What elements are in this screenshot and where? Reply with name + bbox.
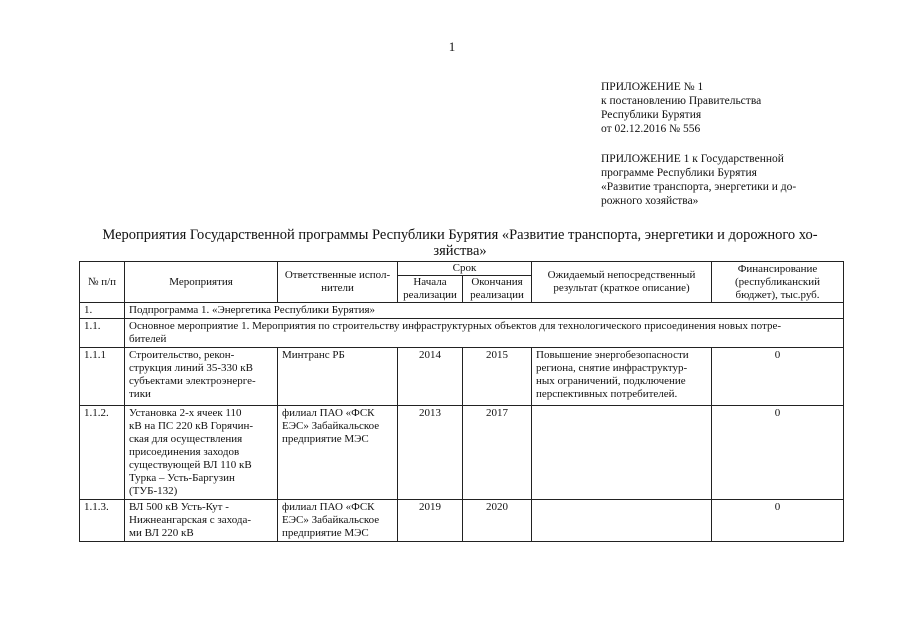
row-funding: 0 [712, 406, 844, 500]
cell-line: тики [129, 388, 151, 400]
appendix-1-line: ПРИЛОЖЕНИЕ № 1 [601, 81, 704, 93]
cell-line: ных ограничений, подключение [536, 375, 686, 387]
row-start-year: 2013 [398, 406, 463, 500]
subprogram-title: Подпрограмма 1. «Энергетика Республики Бурятия» [125, 303, 844, 319]
row-num: 1.1.2. [80, 406, 125, 500]
header-line: бюджет), тыс.руб. [735, 288, 820, 301]
cell-line: существующей ВЛ 110 кВ [129, 459, 252, 471]
header-result [532, 262, 712, 303]
appendix-1-line: к постановлению Правительства [601, 95, 762, 107]
subprogram-num: 1. [80, 303, 125, 319]
header-line: Ожидаемый непосредственный [547, 269, 696, 281]
appendix-1-line: от 02.12.2016 № 556 [601, 123, 701, 135]
document-title-line: зяйства» [433, 243, 487, 259]
header-end [463, 276, 532, 303]
main-activity-num: 1.1. [80, 319, 125, 348]
row-activity [125, 500, 278, 542]
table-row [80, 500, 844, 542]
header-funding [712, 262, 844, 303]
row-result [532, 500, 712, 542]
table-header-row [80, 262, 844, 276]
appendix-1-line: Республики Бурятия [601, 109, 702, 121]
row-responsible [278, 348, 398, 406]
row-funding: 0 [712, 500, 844, 542]
cell-line: Турка – Усть-Баргузин [129, 472, 235, 484]
header-line: Ответственные испол- [284, 269, 391, 281]
header-line: Финансирование [737, 262, 818, 275]
cell-line: филиал ПАО «ФСК [282, 501, 375, 513]
main-activity-line: Основное мероприятие 1. Мероприятия по строительству инфраструктурных объектов для технологического присоединения новых потре- [129, 320, 781, 332]
row-responsible [278, 406, 398, 500]
cell-line: кВ на ПС 220 кВ Горячин- [129, 420, 254, 432]
main-activity-row [80, 319, 844, 348]
subprogram-row [80, 303, 844, 319]
header-activity: Мероприятия [125, 262, 278, 303]
cell-line: Повышение энергобезопасности [536, 349, 689, 361]
measures-table [79, 261, 844, 542]
appendix-2-block [601, 152, 831, 208]
document-title-line: Мероприятия Государственной программы Республики Бурятия «Развитие транспорта, энергетики и дорожного хо- [102, 227, 818, 243]
row-funding: 0 [712, 348, 844, 406]
row-num: 1.1.1 [80, 348, 125, 406]
document-title [80, 227, 840, 259]
header-num: № п/п [80, 262, 125, 303]
cell-line: Минтранс РБ [282, 349, 345, 361]
cell-line: (ТУБ-132) [129, 485, 178, 497]
header-line: нители [321, 282, 354, 294]
cell-line: Нижнеангарская с захода- [129, 514, 252, 526]
appendix-2-line: «Развитие транспорта, энергетики и до- [601, 181, 797, 193]
appendix-2-line: ПРИЛОЖЕНИЕ 1 к Государственной [601, 153, 784, 165]
row-responsible [278, 500, 398, 542]
cell-line: региона, снятие инфраструктур- [536, 362, 688, 374]
cell-line: ЕЭС» Забайкальское [282, 514, 380, 526]
cell-line: филиал ПАО «ФСК [282, 407, 375, 419]
table-row [80, 348, 844, 406]
appendix-1-block [601, 80, 831, 136]
row-end-year: 2020 [463, 500, 532, 542]
row-num: 1.1.3. [80, 500, 125, 542]
cell-line: Строительство, рекон- [129, 349, 235, 361]
header-term: Срок [398, 262, 532, 276]
cell-line: ская для осуществления [129, 433, 243, 445]
header-line: реализации [403, 289, 457, 301]
header-line: Окончания [471, 276, 523, 288]
table-row [80, 406, 844, 500]
header-line: (республиканский [734, 275, 821, 288]
main-activity-title [125, 319, 844, 348]
cell-line: присоединения заходов [129, 446, 240, 458]
page-number: 1 [448, 39, 456, 54]
cell-line: субъектами электроэнерге- [129, 375, 256, 387]
row-end-year: 2015 [463, 348, 532, 406]
cell-line: перспективных потребителей. [536, 388, 678, 400]
cell-line: предприятие МЭС [282, 433, 369, 445]
cell-line: ВЛ 500 кВ Усть-Кут - [129, 501, 229, 513]
header-line: реализации [470, 289, 524, 301]
header-responsible [278, 262, 398, 303]
cell-line: струкция линий 35-330 кВ [129, 362, 253, 374]
cell-line: предприятие МЭС [282, 527, 369, 539]
main-activity-line: бителей [129, 333, 167, 345]
cell-line: ми ВЛ 220 кВ [129, 527, 194, 539]
appendix-2-line: программе Республики Бурятия [601, 167, 757, 179]
header-start [398, 276, 463, 303]
row-start-year: 2019 [398, 500, 463, 542]
appendix-2-line: рожного хозяйства» [601, 195, 699, 207]
header-line: результат (краткое описание) [553, 282, 690, 294]
row-result [532, 406, 712, 500]
row-start-year: 2014 [398, 348, 463, 406]
header-line: Начала [413, 276, 447, 288]
row-activity [125, 406, 278, 500]
row-end-year: 2017 [463, 406, 532, 500]
cell-line: ЕЭС» Забайкальское [282, 420, 380, 432]
row-activity [125, 348, 278, 406]
cell-line: Установка 2-х ячеек 110 [129, 407, 242, 419]
row-result [532, 348, 712, 406]
